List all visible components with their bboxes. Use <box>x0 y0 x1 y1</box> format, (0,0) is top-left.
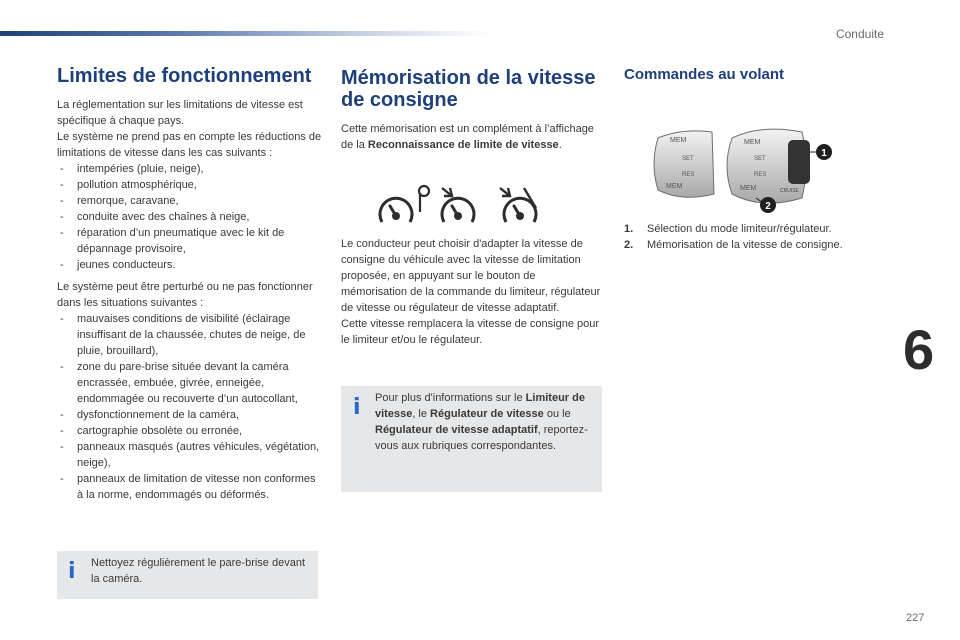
cruise-control-icon <box>442 188 474 222</box>
intro-paragraph: La réglementation sur les limitations de vitesse est spécifique à chaque pays. <box>57 99 303 127</box>
disturbance-list <box>57 311 322 503</box>
legend-text: Sélection du mode limiteur/régulateur. <box>647 223 832 235</box>
list-item: - remorque, caravane, <box>57 193 322 209</box>
legend-row <box>624 237 904 253</box>
intro-paragraph-2: Le système ne prend pas en compte les réductions de limitations de vitesse dans les cas suivants : <box>57 131 322 159</box>
list-item: - pollution atmosphérique, <box>57 177 322 193</box>
stalk-label: RES <box>682 172 695 178</box>
steering-stalk-illustration <box>652 118 848 216</box>
stalk-label: MEM <box>744 139 761 146</box>
list-item: - panneaux de limitation de vitesse non conformes à la norme, endommagés ou déformés. <box>57 471 322 503</box>
list-item: - panneaux masqués (autres véhicules, végétation, neige), <box>57 439 322 471</box>
info-box-camera <box>57 551 318 599</box>
text-run: ou le <box>543 408 571 420</box>
chapter-number: 6 <box>903 318 935 381</box>
list-item: - conduite avec des chaînes à neige, <box>57 209 322 225</box>
heading-line: Mémorisation de la vitesse <box>341 67 596 89</box>
disturbance-paragraph: Le système peut être perturbé ou ne pas fonctionner dans les situations suivantes : <box>57 281 313 309</box>
callout-number: 1 <box>821 148 827 159</box>
stalk-label: MEM <box>666 183 683 190</box>
section-heading-memorisation <box>341 67 603 111</box>
legend-row <box>624 221 904 237</box>
page-number: 227 <box>906 612 925 624</box>
unsupported-cases-list <box>57 161 322 273</box>
front-stalk <box>727 129 810 203</box>
text-run: Pour plus d'informations sur le <box>375 392 526 404</box>
text-run: , reportez-vous aux rubriques correspondantes. <box>375 424 588 452</box>
list-item: - mauvaises conditions de visibilité (éclairage insuffisant de la chaussée, chutes de neige, de pluie, brouillard), <box>57 311 322 359</box>
list-item: - zone du pare-brise située devant la caméra encrassée, embuée, givrée, enneigée, endommagée ou recouverte d’un autocollant, <box>57 359 322 407</box>
list-item: - jeunes conducteurs. <box>57 257 322 273</box>
list-item: - dysfonctionnement de la caméra, <box>57 407 322 423</box>
rear-stalk <box>654 131 714 197</box>
column-memorisation <box>341 67 603 153</box>
section-heading-limits: Limites de fonctionnement <box>57 65 312 87</box>
bold-term: Régulateur de vitesse adaptatif <box>375 424 538 436</box>
callout-number: 2 <box>765 201 771 212</box>
controls-legend <box>624 221 904 253</box>
stalk-label: MEM <box>740 185 757 192</box>
info-icon: i <box>68 559 76 584</box>
header-gradient-bar <box>0 31 490 36</box>
callout-1 <box>810 144 832 160</box>
stalk-label: CRUISE <box>780 188 799 194</box>
stalk-label: RES <box>754 172 767 178</box>
column-steering-controls <box>624 66 904 84</box>
legend-text: Mémorisation de la vitesse de consigne. <box>647 239 843 251</box>
callout-2 <box>756 197 776 213</box>
heading-line: de consigne <box>341 89 458 111</box>
column-limits <box>57 65 322 503</box>
stalk-label: SET <box>754 156 766 162</box>
section-title: Conduite <box>835 27 884 41</box>
info-icon: i <box>353 395 361 420</box>
adaptive-cruise-icon <box>500 188 536 222</box>
stalk-label: MEM <box>670 137 687 144</box>
legend-number: 2. <box>624 239 634 251</box>
legend-number: 1. <box>624 223 634 235</box>
speed-icons-row <box>376 182 544 232</box>
text-run: Cette mémorisation est un complément à l’affichage de la <box>341 123 594 151</box>
memorisation-paragraph: Le conducteur peut choisir d'adapter la vitesse de consigne du véhicule avec la vitesse de limitation proposée, en appuyant sur le bouton de mémorisation de la commande du limiteur, régulateur de vitesse ou régulateur de vitesse adaptatif. <box>341 238 601 314</box>
list-item: - cartographie obsolète ou erronée, <box>57 423 322 439</box>
bold-term: Reconnaissance de limite de vitesse <box>367 139 559 151</box>
speed-limiter-icon <box>380 186 429 222</box>
bold-term: Limiteur de vitesse <box>375 392 585 420</box>
section-heading-controls: Commandes au volant <box>624 66 785 83</box>
text-run: . <box>558 139 562 151</box>
bold-term: Régulateur de vitesse <box>430 408 544 420</box>
text-run: , le <box>412 408 431 420</box>
list-item: - intempéries (pluie, neige), <box>57 161 322 177</box>
memorisation-body <box>341 236 603 348</box>
memorisation-intro <box>341 121 603 153</box>
info-box-references <box>341 386 602 492</box>
stalk-label: SET <box>682 156 694 162</box>
list-item: - réparation d’un pneumatique avec le kit de dépannage provisoire, <box>57 225 322 257</box>
info-text: Nettoyez régulièrement le pare-brise devant la caméra. <box>91 557 306 585</box>
mode-thumbwheel <box>788 140 810 184</box>
memorisation-paragraph-2: Cette vitesse remplacera la vitesse de consigne pour le limiteur et/ou le régulateur. <box>341 318 600 346</box>
info-text <box>375 390 597 454</box>
